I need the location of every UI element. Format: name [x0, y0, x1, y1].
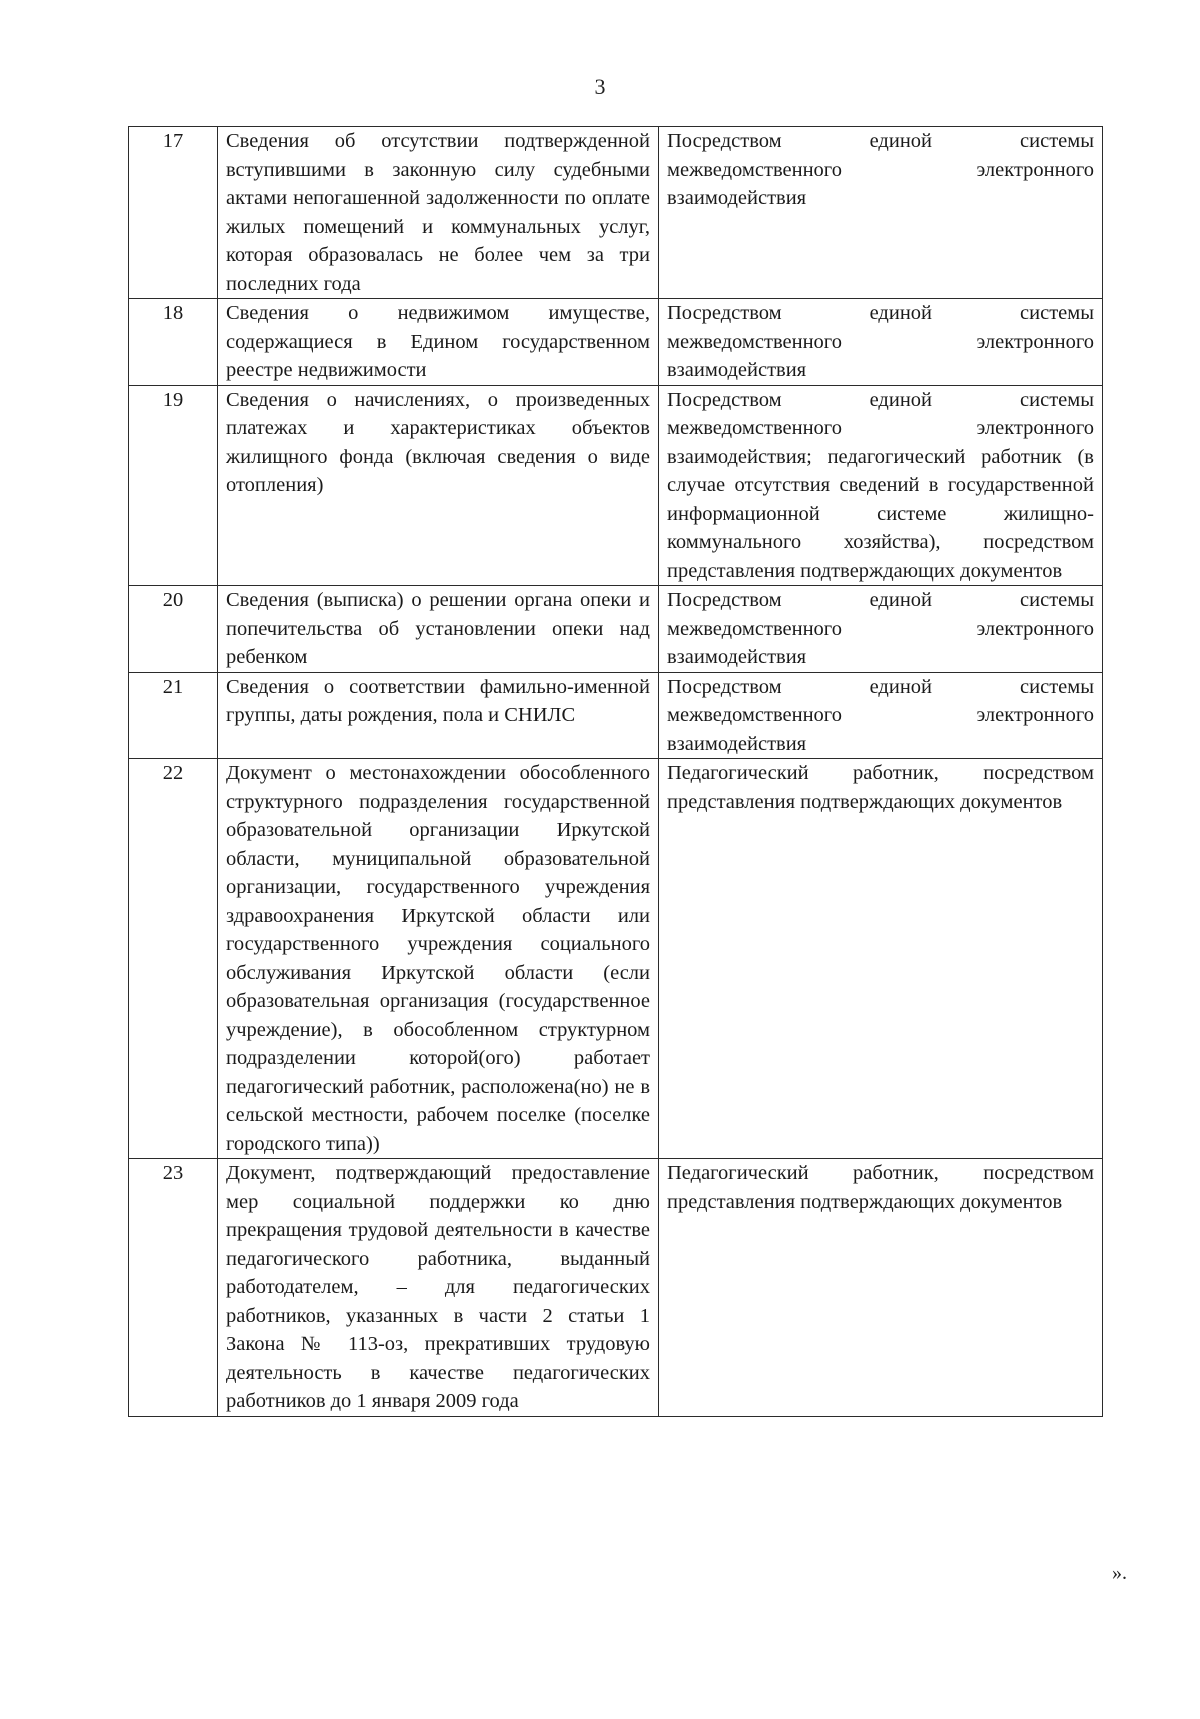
closing-quote-mark: ». — [1112, 1562, 1127, 1584]
document-description: Сведения (выписка) о решении органа опеки и попечительства об установлении опеки над ребенком — [218, 586, 659, 673]
document-description: Документ о местонахождении обособленного структурного подразделения государственной образовательной организации Иркутской области, муниципальной образовательной организации, государственного учреждения здравоохранения Иркутской области или государственного учреждения социального обслуживания Иркутской области (если образовательная организация (государственное учреждение), в обособленном структурном подразделении которой(ого) работает педагогический работник, расположена(но) не в сельской местности, рабочем поселке (поселке городского типа)) — [218, 759, 659, 1159]
submission-method: Посредством единой системы межведомственного электронного взаимодействия; педагогический работник (в случае отсутствия сведений в государственной информационной системе жилищно-коммунального хозяйства), посредством представления подтверждающих документов — [659, 385, 1103, 586]
row-number: 19 — [129, 385, 218, 586]
submission-method: Педагогический работник, посредством представления подтверждающих документов — [659, 759, 1103, 1159]
row-number: 21 — [129, 672, 218, 759]
document-description: Сведения о недвижимом имуществе, содержащиеся в Едином государственном реестре недвижимости — [218, 299, 659, 386]
row-number: 22 — [129, 759, 218, 1159]
document-description: Сведения об отсутствии подтвержденной вступившими в законную силу судебными актами непогашенной задолженности по оплате жилых помещений и коммунальных услуг, которая образовалась не более чем за три последних года — [218, 127, 659, 299]
table-row — [129, 672, 1103, 759]
submission-method: Посредством единой системы межведомственного электронного взаимодействия — [659, 586, 1103, 673]
table-row — [129, 586, 1103, 673]
table-row — [129, 1159, 1103, 1417]
row-number: 18 — [129, 299, 218, 386]
row-number: 23 — [129, 1159, 218, 1417]
row-number: 20 — [129, 586, 218, 673]
page-number: 3 — [594, 74, 606, 99]
submission-method: Посредством единой системы межведомственного электронного взаимодействия — [659, 299, 1103, 386]
row-number: 17 — [129, 127, 218, 299]
submission-method: Педагогический работник, посредством представления подтверждающих документов — [659, 1159, 1103, 1417]
documents-table — [128, 126, 1103, 1417]
document-description: Документ, подтверждающий предоставление мер социальной поддержки ко дню прекращения трудовой деятельности в качестве педагогического работника, выданный работодателем, – для педагогических работников, указанных в части 2 статьи 1 Закона № 113-оз, прекративших трудовую деятельность в качестве педагогических работников до 1 января 2009 года — [218, 1159, 659, 1417]
table-row — [129, 127, 1103, 299]
document-description: Сведения о соответствии фамильно-именной группы, даты рождения, пола и СНИЛС — [218, 672, 659, 759]
submission-method: Посредством единой системы межведомственного электронного взаимодействия — [659, 127, 1103, 299]
submission-method: Посредством единой системы межведомственного электронного взаимодействия — [659, 672, 1103, 759]
document-description: Сведения о начислениях, о произведенных платежах и характеристиках объектов жилищного фонда (включая сведения о виде отопления) — [218, 385, 659, 586]
table-row — [129, 759, 1103, 1159]
table-row — [129, 299, 1103, 386]
table-row — [129, 385, 1103, 586]
